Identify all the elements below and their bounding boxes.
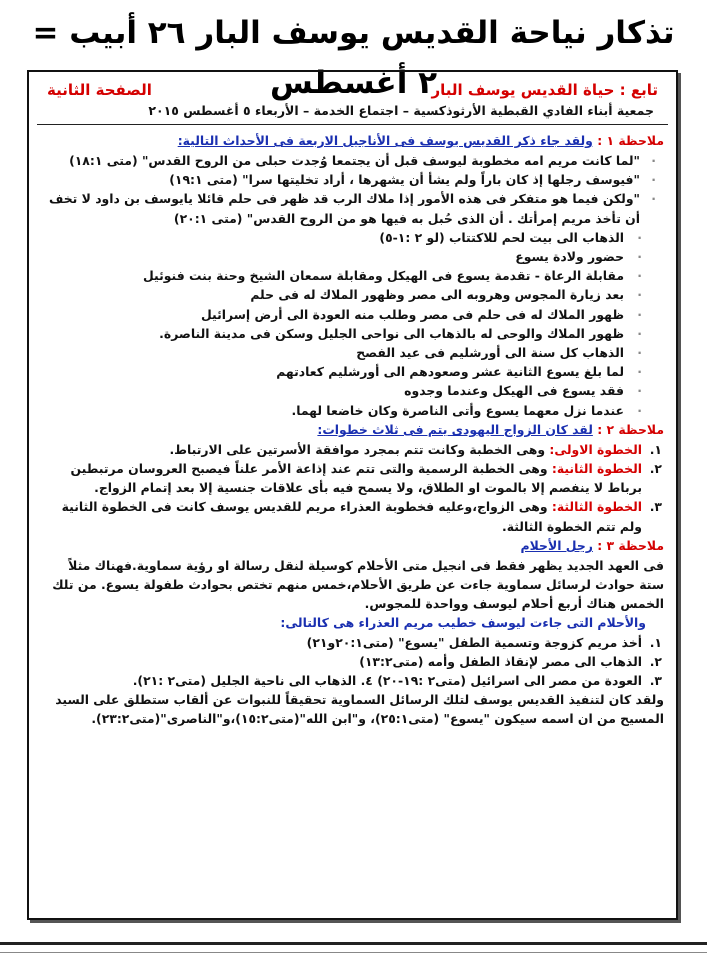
note-1-heading xyxy=(41,131,664,151)
marriage-step: ٢. الخطوة الثانية: وهى الخطبة الرسمية والتى تتم عند إذاعة الأمر علناً فيصبح العروسان مرتبطين برباط لا ينفصم إلا بالموت او الطلاق، ولا يسمح فيه بأى علاقات جنسية إلا بعد إتمام الزواج. xyxy=(70,461,662,496)
marriage-step: ١. الخطوة الاولى: وهى الخطبة وكانت تتم بمجرد موافقة الأسرتين على الارتباط. xyxy=(169,441,662,457)
event-item: · لما بلغ يسوع الثانية عشر وصعودهم الى أورشليم كعادتهم xyxy=(276,364,642,380)
page-bottom-divider xyxy=(0,952,707,953)
event-item: · فقد يسوع فى الهيكل وعندما وجدوه xyxy=(404,383,642,399)
event-item: · بعد زيارة المجوس وهروبه الى مصر وظهور الملاك له فى حلم xyxy=(250,287,642,303)
dreams-paragraph: فى العهد الجديد يظهر فقط فى انجيل متى الأحلام كوسيلة لنقل رسالة او رؤية سماوية.فهناك مثلاً ستة حوادث لرسائل سماوية جاءت عن طريق الأحلام،خمس منهم تختص بحوادث طفولة يسوع. من تلك الخمس هناك أربع أحلام ليوسف وواحدة للمجوس. xyxy=(52,557,664,612)
note-3-title: رجل الأحلام xyxy=(520,537,593,553)
event-item: · مقابلة الرعاة - تقدمة يسوع فى الهيكل ومقابلة سمعان الشيخ وحنة بنت فنوئيل xyxy=(143,268,642,284)
page-title: تذكار نياحة القديس يوسف البار ٢٦ أبيب = ٢ أغسطس xyxy=(32,15,675,101)
event-item: · ظهور الملاك له فى حلم فى مصر وطلب منه العودة الى أرض إسرائيل xyxy=(200,306,642,322)
event-item: · عندما نزل معهما يسوع وأتى الناصرة وكان خاضعا لهما. xyxy=(291,402,642,418)
note-1-title: ولقد جاء ذكر القديس يوسف فى الأناجيل الاربعة فى الأحداث التالية: xyxy=(177,133,593,148)
marriage-step: ٣. الخطوة الثالثة: وهى الزواج،وعليه فخطوبة العذراء مريم للقديس يوسف كانت فى الخطوة الثانية ولم تتم الخطوة الثالثة. xyxy=(61,499,662,534)
dream-item: ٢. الذهاب الى مصر لإنقاذ الطفل وأمه (متى١٣:٢) xyxy=(359,653,662,669)
event-item: · الذهاب كل سنة الى أورشليم فى عيد الفصح xyxy=(356,345,642,361)
event-item: · الذهاب الى بيت لحم للاكتتاب (لو ٢ :١-٥) xyxy=(379,229,642,245)
dream-item: ١. أخذ مريم كزوجة وتسمية الطفل "يسوع" (متى٢٠:١و٢١) xyxy=(306,634,662,650)
page-header xyxy=(41,78,664,102)
header-subtitle: جمعية أبناء الفادي القبطية الأرثوذكسية – اجتماع الخدمة – الأربعاء ٥ أغسطس ٢٠١٥ xyxy=(148,103,654,118)
note-3-heading xyxy=(41,536,664,556)
dreams-list-title: والأحلام التى جاءت ليوسف خطيب مريم العذراء هى كالتالى: xyxy=(280,615,646,631)
page-bottom-divider xyxy=(0,942,707,945)
event-item: · حضور ولادة يسوع xyxy=(515,249,642,265)
note-1-label: ملاحظة ١ : xyxy=(597,133,664,148)
dream-item: ٣. العودة من مصر الى اسرائيل (متى٢ :١٩-٢٠) ٤. الذهاب الى ناحية الجليل (متى٢ :٢١). xyxy=(132,673,662,689)
quote-item: · "فيوسف رجلها إذ كان باراً ولم يشأ أن يشهرها ، أراد تخليتها سرا" (متى ١٩:١) xyxy=(169,172,656,188)
header-topic: تابع : حياة القديس يوسف البار xyxy=(431,81,658,99)
header-page-number: الصفحة الثانية xyxy=(47,81,152,99)
closing-paragraph: ولقد كان لتنفيذ القديس يوسف لتلك الرسائل السماوية تحقيقاً للنبوات عن ألقاب ستطلق على السيد المسيح من ان اسمه سيكون "يسوع" (متى٢٥:١)، و"ابن الله"(متى١٥:٢)،و"الناصرى"(متى٢٣:٢). xyxy=(55,692,664,727)
header-divider xyxy=(37,124,668,125)
note-2-title: لقد كان الزواج اليهودى يتم فى ثلاث خطوات: xyxy=(317,421,593,437)
event-item: · ظهور الملاك والوحى له بالذهاب الى نواحى الجليل وسكن فى مدينة الناصرة. xyxy=(159,325,642,341)
note-2-label: ملاحظة ٢ : xyxy=(597,421,664,437)
quote-item: · "ولكن فيما هو متفكر فى هذه الأمور إذا ملاك الرب قد ظهر فى حلم قائلا يايوسف بن داود لا تخف أن تأخذ مريم إمرأتك . أن الذى حُبل به فيها هو من الروح القدس" (متى ٢٠:١) xyxy=(49,191,656,226)
quote-item: · "لما كانت مريم امه مخطوبة ليوسف قبل أن يجتمعا وُجدت حبلى من الروح القدس" (متى ١٨:١) xyxy=(69,153,656,168)
note-3-label: ملاحظة ٣ : xyxy=(597,537,664,553)
note-2-heading xyxy=(41,420,664,440)
document-frame xyxy=(27,70,678,920)
